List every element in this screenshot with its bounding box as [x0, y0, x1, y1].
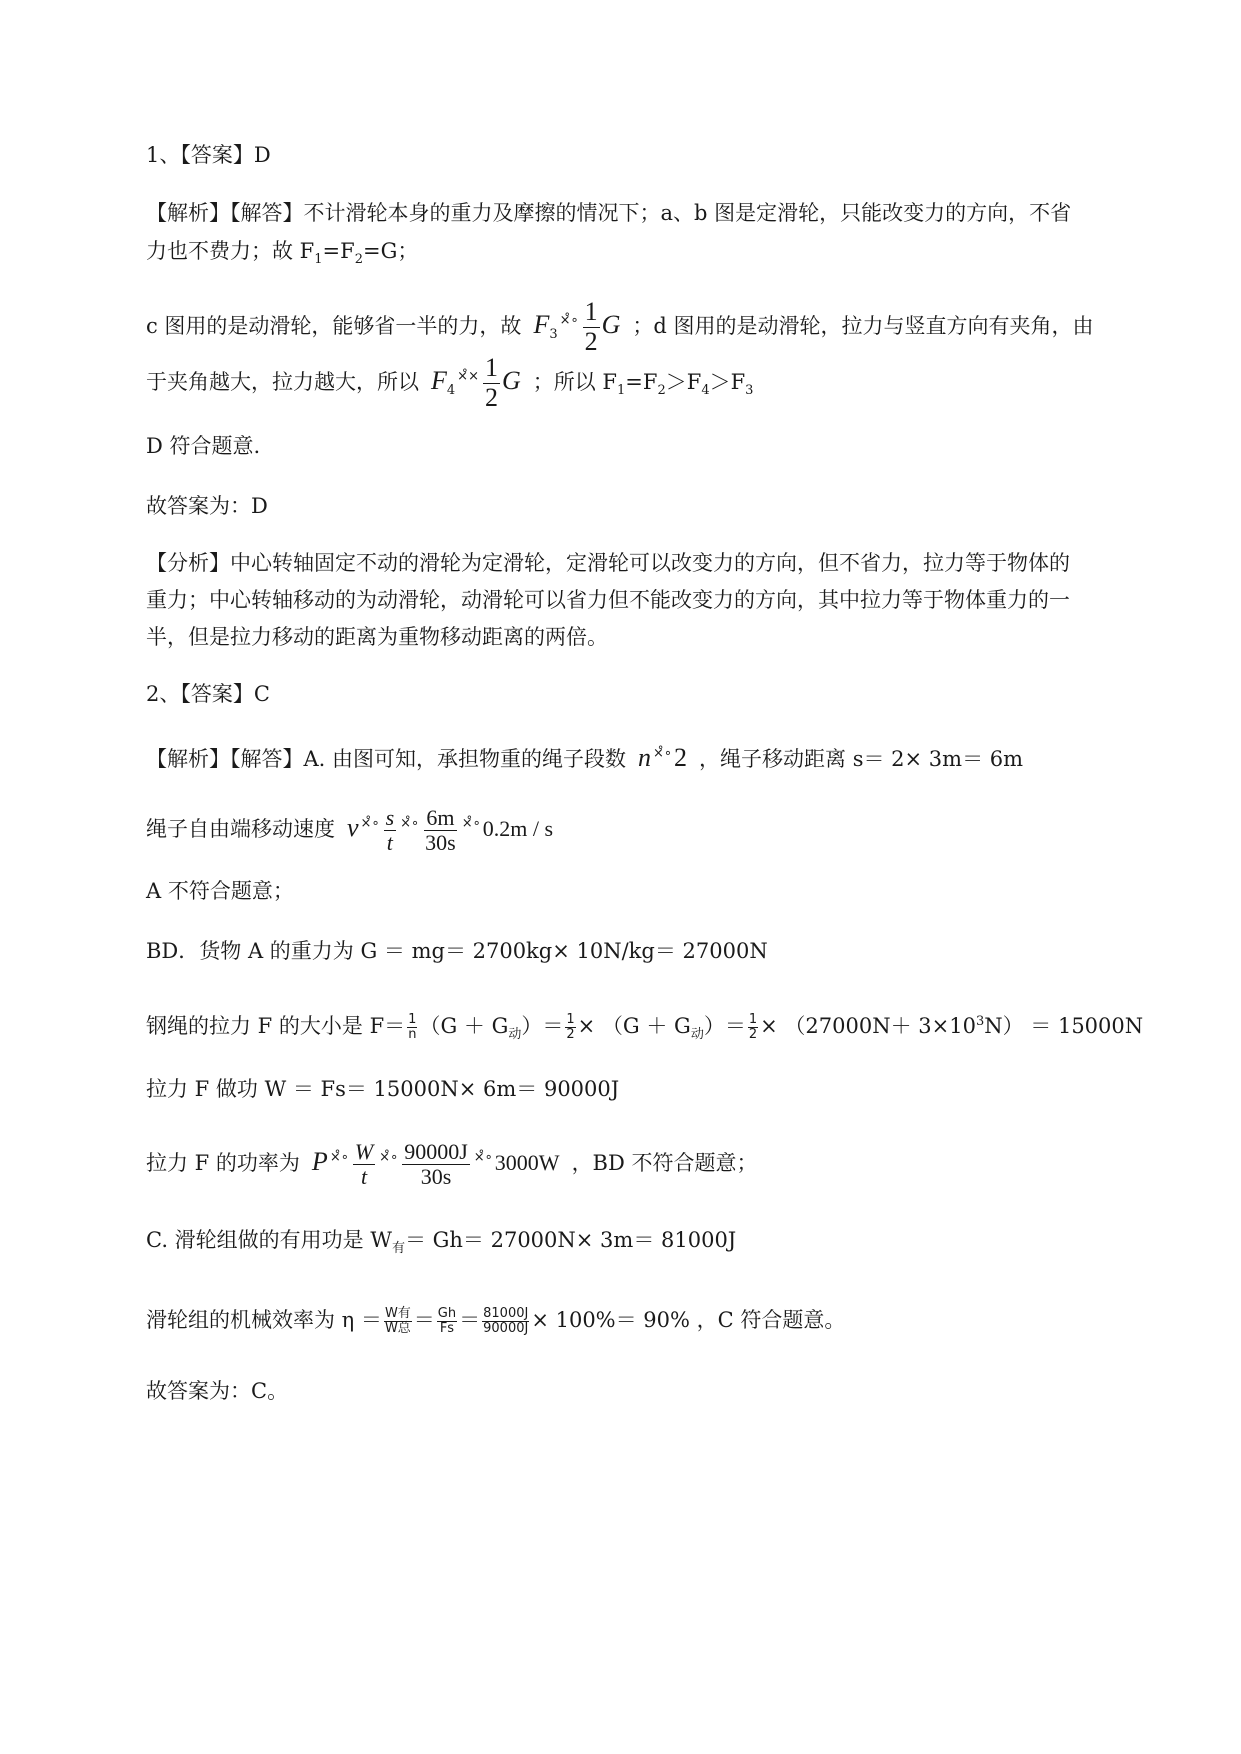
numerator: W — [354, 1138, 374, 1164]
text: 钢绳的拉力 F 的大小是 F＝ — [146, 1014, 406, 1038]
text: 拉力 F 的功率为 — [146, 1151, 300, 1175]
garbled-equals-glyph: ×̊∘ — [473, 1150, 493, 1165]
denominator: Fs — [439, 1321, 455, 1336]
text: （G ＋ G — [419, 1014, 509, 1038]
denominator: 2 — [584, 327, 598, 356]
formula-F: F — [533, 310, 550, 339]
garbled-equals-glyph: ×̊∘ — [379, 1150, 399, 1165]
subscript: 1 — [314, 252, 323, 267]
text: ＞F — [709, 370, 746, 394]
denominator: W总 — [384, 1321, 411, 1336]
text: =F — [625, 370, 658, 394]
formula-F: F — [431, 366, 447, 395]
subscript: 4 — [701, 383, 710, 398]
garbled-greater-glyph: ×̊× — [457, 369, 479, 384]
subscript: 2 — [657, 383, 666, 398]
q1-analysis-line1: 【解析】【解答】不计滑轮本身的重力及摩擦的情况下；a、b 图是定滑轮，只能改变力的方向，不省 — [146, 201, 1072, 225]
numerator: W有 — [384, 1305, 411, 1321]
q2-efficiency-line: 滑轮组的机械效率为 η ＝ W有 W总 ＝ $\frac{Gh}{Fs}$ ＝ $\frac{81000J}{90000J}$ × 100%＝ 90% ，C 符合题意。 — [146, 1305, 846, 1336]
q1-c-line — [146, 296, 1136, 360]
fraction — [407, 1013, 417, 1043]
subscript: 2 — [354, 252, 363, 267]
garbled-equals-glyph: ×̊∘ — [559, 313, 579, 328]
numerator: s — [385, 804, 395, 830]
q2-weight-line: BD．货物 A 的重力为 G ＝ mg＝ 2700kg× 10N/kg＝ 27000N — [146, 939, 768, 963]
garbled-equals-glyph: ×̊∘ — [329, 1150, 349, 1165]
text: ＝ Gh＝ 27000N× 3m＝ 81000J — [404, 1228, 737, 1252]
numerator: 1 — [584, 297, 598, 327]
fraction — [402, 1140, 470, 1189]
fraction — [583, 298, 600, 356]
subscript: 4 — [446, 383, 456, 398]
denominator: t — [360, 1164, 368, 1189]
q2-answer: 2、【答案】C — [146, 682, 270, 706]
text: 滑轮组的机械效率为 η ＝ — [146, 1308, 382, 1332]
numerator: 1 — [484, 353, 498, 383]
q2-a-fit: A 不符合题意； — [146, 879, 294, 903]
subscript: 有 — [391, 1241, 405, 1256]
formula-result: 0.2m / s — [482, 816, 554, 841]
subscript: 3 — [549, 327, 558, 342]
text: 绳子自由端移动速度 — [146, 817, 335, 841]
q1-final: 故答案为：D — [146, 494, 268, 518]
text: ，绳子移动距离 s＝ 2× 3m＝ 6m — [699, 747, 1024, 771]
fraction — [384, 1307, 412, 1337]
denominator: 30s — [420, 1164, 452, 1189]
subscript: 1 — [617, 383, 626, 398]
denominator: 30s — [425, 830, 456, 855]
denominator: 2 — [484, 383, 498, 412]
fraction — [748, 1013, 758, 1043]
q1-fenxi-line2: 重力；中心转轴移动的为动滑轮，动滑轮可以省力但不能改变力的方向，其中拉力等于物体重力的一 — [146, 588, 1070, 612]
subscript: 动 — [690, 1027, 704, 1042]
formula-n: n — [638, 743, 652, 772]
denominator: 2 — [748, 1027, 758, 1042]
garbled-equals-glyph: ×̊∘ — [400, 816, 420, 831]
text: ；d 图用的是动滑轮，拉力与竖直方向有夹角，由 — [632, 314, 1094, 338]
denominator: 2 — [566, 1027, 575, 1042]
text: × 100%＝ 90% ，C 符合题意。 — [531, 1308, 846, 1332]
text: 【解析】【解答】A. 由图可知，承担物重的绳子段数 — [146, 747, 627, 771]
q1-fenxi-line3: 半，但是拉力移动的距离为重物移动距离的两倍。 — [146, 625, 608, 649]
text: ，BD 不符合题意； — [571, 1151, 758, 1175]
text: ＞F — [665, 370, 702, 394]
q2-power-line — [146, 1130, 1136, 1191]
text: 于夹角越大，拉力越大，所以 — [146, 370, 419, 394]
q1-fit: D 符合题意. — [146, 434, 261, 458]
garbled-equals-glyph: ×̊∘ — [461, 816, 481, 831]
fraction — [437, 1307, 457, 1337]
q2-tension-line — [146, 1002, 1144, 1055]
text: 力也不费力；故 F — [146, 239, 315, 263]
fraction — [423, 806, 458, 855]
formula-G: G — [501, 366, 521, 395]
q1-angle-line — [146, 352, 1136, 416]
text: C. 滑轮组做的有用功是 W — [146, 1228, 392, 1252]
numerator: 1 — [748, 1011, 758, 1027]
formula-result: 3000W — [494, 1150, 560, 1175]
garbled-equals-glyph: ×̊∘ — [653, 746, 673, 761]
denominator: n — [408, 1027, 417, 1042]
q1-analysis-line2 — [146, 236, 1136, 275]
text: × （27000N＋ 3×10 — [760, 1014, 976, 1038]
formula-v: v — [347, 813, 359, 842]
subscript: 3 — [745, 383, 754, 398]
denominator: t — [386, 830, 393, 855]
numerator: 81000J — [483, 1305, 529, 1321]
formula-value: 2 — [674, 743, 688, 772]
q1-fenxi-line1: 【分析】中心转轴固定不动的滑轮为定滑轮，定滑轮可以改变力的方向，但不省力，拉力等于物体的 — [146, 551, 1070, 575]
text: c 图用的是动滑轮，能够省一半的力，故 — [146, 314, 522, 338]
formula-P: P — [311, 1147, 328, 1176]
text: N） ＝ 15000N — [984, 1014, 1144, 1038]
text: × （G ＋ G — [577, 1014, 691, 1038]
fraction — [353, 1140, 375, 1189]
superscript: 3 — [975, 1014, 985, 1029]
text: =G； — [362, 239, 419, 263]
text: ）＝ — [521, 1014, 564, 1038]
numerator: Gh — [437, 1305, 457, 1321]
numerator: 6m — [426, 804, 455, 830]
q2-velocity-line — [146, 796, 1136, 857]
numerator: 1 — [566, 1011, 575, 1027]
text: =F — [322, 239, 355, 263]
garbled-equals-glyph: ×̊∘ — [360, 816, 380, 831]
q1-answer: 1、【答案】D — [146, 143, 271, 167]
text: ）＝ — [703, 1014, 746, 1038]
formula-G: G — [601, 310, 621, 339]
text: ；所以 F — [532, 370, 617, 394]
q2-useful-work-line — [146, 1225, 1136, 1264]
fraction — [565, 1013, 575, 1043]
q2-final: 故答案为：C。 — [146, 1379, 289, 1403]
subscript: 动 — [508, 1027, 522, 1042]
q2-a-line — [146, 734, 1136, 779]
q2-work-line: 拉力 F 做功 W ＝ Fs＝ 15000N× 6m＝ 90000J — [146, 1077, 620, 1101]
fraction — [384, 806, 397, 855]
fraction — [482, 1307, 529, 1337]
numerator: 1 — [408, 1011, 417, 1027]
numerator: 90000J — [404, 1138, 468, 1164]
fraction — [483, 354, 500, 412]
denominator: 90000J — [483, 1321, 529, 1336]
